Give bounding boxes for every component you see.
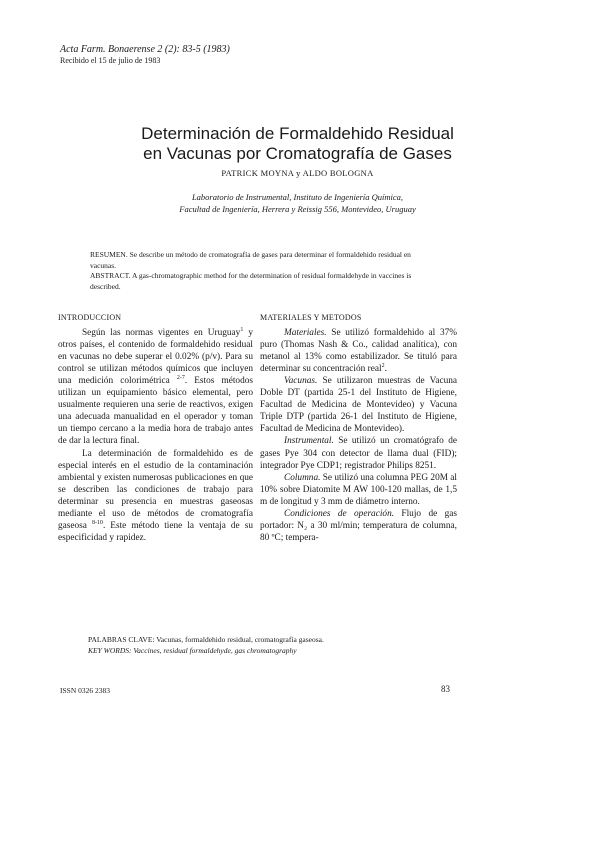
introduction-paragraph-1: Según las normas vigentes en Uruguay$^1$ y otros países, el contenido de formaldehido residual en vacunas no debe superar el 0.02% (p/v). Para su control se utilizan métodos químicos que incluyen una medición colorimétrica $^{2-7}$. Estos métodos utilizan un equipamiento básico elemental, pero usualmente requieren una serie de reactivos, exigen una adecuada manualidad en el operador y toman un tiempo cercano a la media hora de trabajo antes de dar la lectura final. bbox=[58, 326, 253, 447]
introduction-paragraph-2: La determinación de formaldehido es de especial interés en el estudio de la contaminación ambiental y existen numerosas publicaciones en que se describen las condiciones de trabajo para determinar su presencia en muestras gaseosas mediante el uso de métodos de cromatografía gaseosa $^{8-10}$. Este método tiene la ventaja de su especificidad y rapidez. bbox=[58, 448, 253, 543]
key-words: KEY WORDS: Vaccines, residual formaldehyde, gas chromatography bbox=[88, 646, 297, 655]
article-title bbox=[60, 124, 535, 164]
journal-citation: Acta Farm. Bonaerense 2 (2): 83-5 (1983) bbox=[60, 44, 230, 55]
received-date: Recibido el 15 de julio de 1983 bbox=[60, 56, 161, 65]
title-line-1: Determinación de Formaldehido Residual bbox=[141, 124, 454, 143]
resumen-text: RESUMEN. Se describe un método de cromatografía de gases para determinar el formaldehido residual en vacunas. bbox=[90, 250, 411, 270]
affiliation bbox=[60, 191, 535, 215]
materiales-paragraph: Materiales. Se utilizó formaldehido al 37% puro (Thomas Nash & Co., calidad analítica), con metanol al 13% como estabilizador. Se tituló para determinar su concentración real$^2$. bbox=[260, 328, 457, 375]
methods-column bbox=[260, 312, 457, 544]
introduction-heading: INTRODUCCION bbox=[58, 313, 122, 322]
methods-heading: MATERIALES Y METODOS bbox=[260, 313, 362, 322]
palabras-clave: PALABRAS CLAVE: Vacunas, formaldehido residual, cromatografía gaseosa. bbox=[88, 635, 324, 644]
authors: PATRICK MOYNA y ALDO BOLOGNA bbox=[221, 168, 374, 178]
affiliation-line-2: Facultad de Ingeniería, Herrera y Reissig 556, Montevideo, Uruguay bbox=[179, 204, 416, 214]
abstract-english-text: ABSTRACT. A gas-chromatographic method for the determination of residual formaldehyde in vaccines is described. bbox=[90, 271, 412, 291]
vacunas-paragraph: Vacunas. Se utilizaron muestras de Vacuna Doble DT (partida 25-1 del Instituto de Higiene, Facultad de Medicina de Montevideo) y Vacuna Triple DTP (partida 26-1 del Instituto de Higiene, Facultad de Medicina de Montevideo). bbox=[260, 376, 457, 435]
condiciones-paragraph: Condiciones de operación. Flujo de gas portador: N₂ a 30 ml/min; temperatura de columna, 80 ºC; tempera- bbox=[260, 508, 457, 543]
affiliation-line-1: Laboratorio de Instrumental, Instituto de Ingeniería Química, bbox=[191, 192, 404, 202]
keywords-block bbox=[88, 634, 324, 656]
instrumental-paragraph: Instrumental. Se utilizó un cromatógrafo de gases Pye 304 con detector de llama dual (FID); integrador Pye CDP1; registrador Philips 8251. bbox=[260, 436, 457, 471]
introduction-column bbox=[58, 312, 253, 544]
title-line-2: en Vacunas por Cromatografía de Gases bbox=[143, 144, 452, 163]
abstract-block bbox=[90, 250, 430, 292]
columna-paragraph: Columna. Se utilizó una columna PEG 20M al 10% sobre Diatomite M AW 100-120 mallas, de 1,5 m de longitud y 3 mm de diámetro interno. bbox=[260, 472, 458, 507]
page-number: 83 bbox=[441, 684, 450, 694]
issn: ISSN 0326 2383 bbox=[60, 686, 111, 695]
